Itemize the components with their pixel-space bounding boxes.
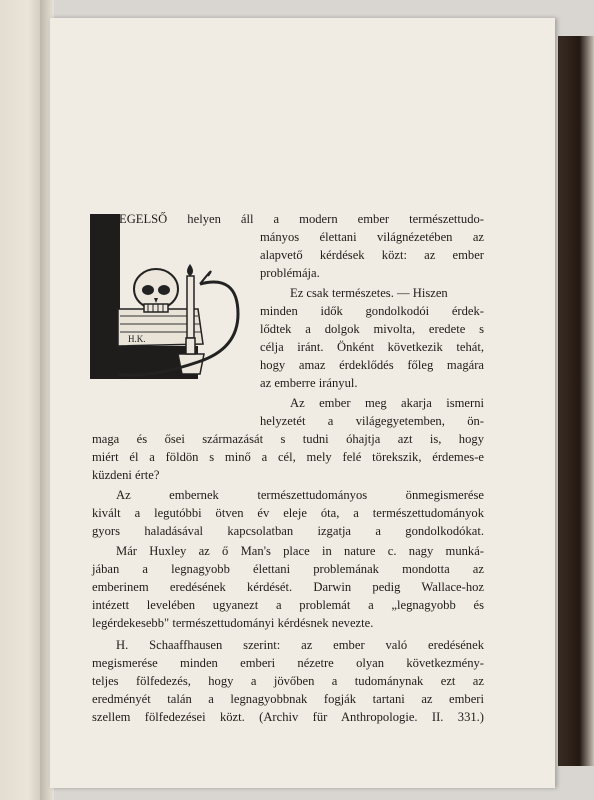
text-line: célja iránt. Önként következik tehát, [260, 340, 484, 354]
text-line: problémája. [260, 266, 320, 280]
text-line: teljes fölfedezés, hogy a jövőben a tudománynak ezt az [92, 674, 484, 688]
text-line: emberinem eredésének kérdését. Darwin pedig Wallace-hoz [92, 580, 484, 594]
text-line: szellem fölfedezései közt. (Archiv für Anthropologie. II. 331.) [92, 710, 484, 724]
text-line: az emberre irányul. [260, 376, 358, 390]
text-line: helyzetét a világegyetemben, ön- [260, 414, 484, 428]
text-line: maga és ősei származását s tudni óhajtja azt is, hogy [92, 432, 484, 446]
text-line: miért él a földön s minő a cél, mely felé törekszik, érdemes-e [92, 450, 484, 464]
skull-candle-initial-L-icon [88, 214, 248, 384]
text-line: megismerése minden emberi nézetre olyan következmény- [92, 656, 484, 670]
text-line: küzdeni érte? [92, 468, 160, 482]
text-line: Ez csak természetes. — Hiszen [290, 286, 448, 300]
text-line: Az ember meg akarja ismerni [290, 396, 484, 410]
text-line: jában a legnagyobb élettani problemának mondotta az [92, 562, 484, 576]
text-line: EGELSŐ helyen áll a modern ember természettudo- [119, 212, 484, 226]
text-line: minden idők gondolkodói érdek- [260, 304, 484, 318]
text-line: Az embernek természettudományos önmegismerése [116, 488, 484, 502]
text-line: H. Schaaffhausen szerint: az ember való eredésének [116, 638, 484, 652]
text-line: gyors haladásával kapcsolatban izgatja a gondolkodókat. [92, 524, 484, 538]
text-line: Már Huxley az ő Man's place in nature c. nagy munká- [116, 544, 484, 558]
text-line: mányos élettani világnézetében az [260, 230, 484, 244]
text-line: eredményét talán a legnagyobbnak fogják tartani az emberi [92, 692, 484, 706]
text-line: intézett levelében ugyanezt a problemát a „legnagyobb és [92, 598, 484, 612]
text-line: lődtek a dolgok mivolta, eredete s [260, 322, 484, 336]
text-line: kivált a legutóbbi ötven év eleje óta, a természettudományok [92, 506, 484, 520]
book-cover-edge [558, 36, 594, 766]
text-line: alapvető kérdések közt: az ember [260, 248, 484, 262]
text-line: hogy amaz érdeklődés főleg magára [260, 358, 484, 372]
text-line: legérdekesebb" természettudományi kérdésnek nevezte. [92, 616, 374, 630]
illustration-monogram: H.K. [128, 334, 146, 344]
